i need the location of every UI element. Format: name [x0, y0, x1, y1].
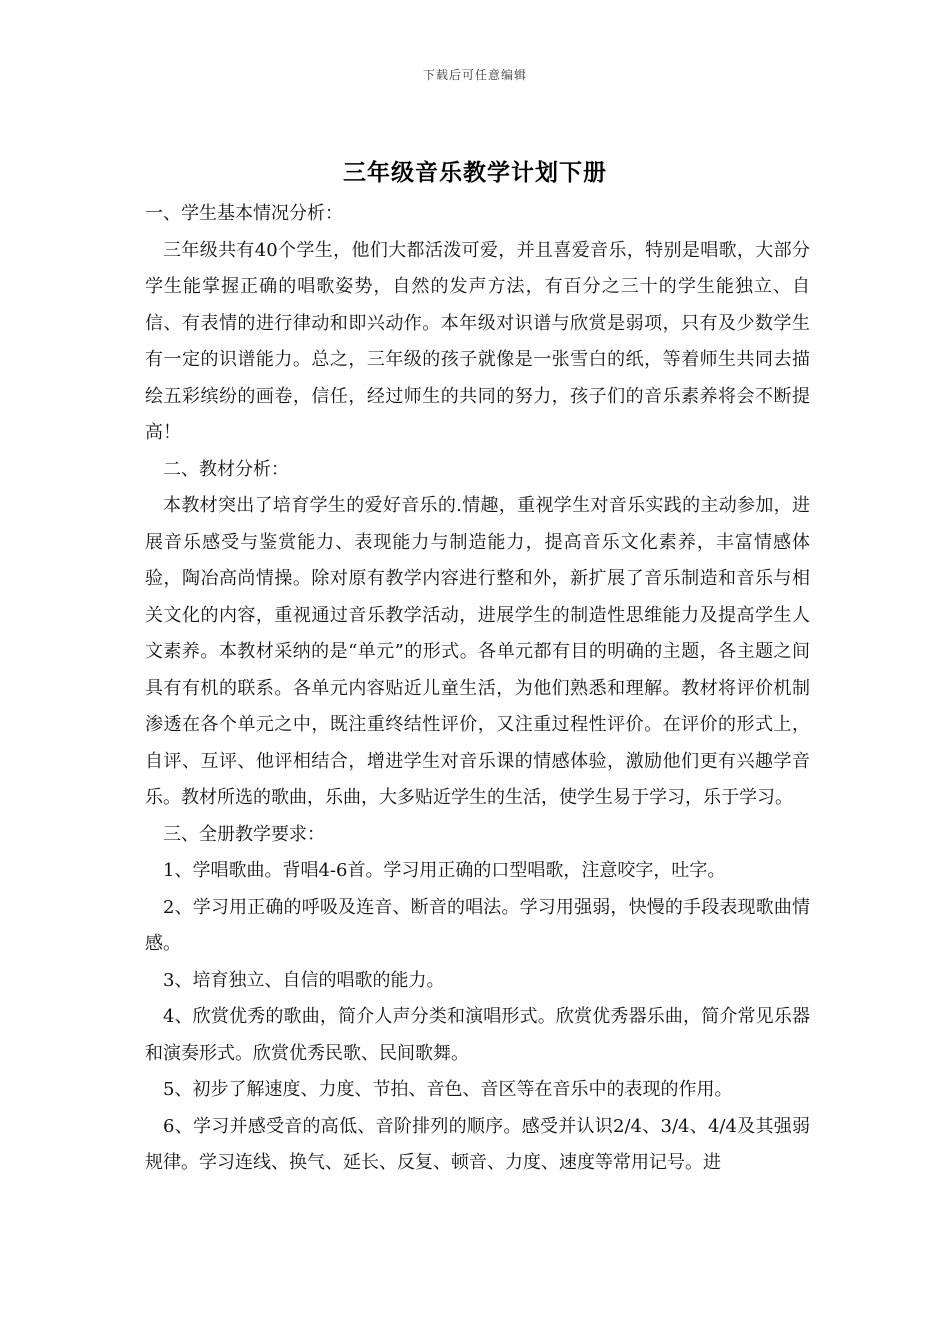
- page-title: 三年级音乐教学计划下册: [343, 159, 607, 186]
- header-note: 下载后可任意编辑: [422, 68, 527, 82]
- requirement-item: 2、学习用正确的呼吸及连音、断音的唱法。学习用强弱，快慢的手段表现歌曲情感。: [145, 896, 810, 954]
- requirement-item: 4、欣赏优秀的歌曲，简介人声分类和演唱形式。欣赏优秀器乐曲，简介常见乐器和演奏形式。欣赏优秀民歌、民间歌舞。: [145, 1006, 810, 1064]
- section-1-heading: 一、学生基本情况分析：: [145, 203, 343, 224]
- requirement-item: 6、学习并感受音的高低、音阶排列的顺序。感受并认识2/4、3/4、4/4及其强弱规律。学习连线、换气、延长、反复、顿音、力度、速度等常用记号。进: [145, 1115, 810, 1173]
- requirement-item: 1、学唱歌曲。背唱4-6首。学习用正确的口型唱歌，注意咬字，吐字。: [163, 860, 726, 881]
- document-body: [145, 196, 810, 1182]
- section-2-paragraph: 本教材突出了培育学生的爱好音乐的.情趣，重视学生对音乐实践的主动参加，进展音乐感受与鉴赏能力、表现能力与制造能力，提高音乐文化素养，丰富情感体验，陶冶高尚情操。除对原有教学内容进行整和外，新扩展了音乐制造和音乐与相关文化的内容，重视通过音乐教学活动，进展学生的制造性思维能力及提高学生人文素养。本教材采纳的是“单元”的形式。各单元都有目的明确的主题，各主题之间具有有机的联系。各单元内容贴近儿童生活，为他们熟悉和理解。教材将评价机制渗透在各个单元之中，既注重终结性评价，又注重过程性评价。在评价的形式上，自评、互评、他评相结合，增进学生对音乐课的情感体验，激励他们更有兴趣学音乐。教材所选的歌曲，乐曲，大多贴近学生的生活，使学生易于学习，乐于学习。: [145, 495, 810, 808]
- section-1-paragraph: 三年级共有40个学生，他们大都活泼可爱，并且喜爱音乐，特别是唱歌，大部分学生能掌握正确的唱歌姿势，自然的发声方法，有百分之三十的学生能独立、自信、有表情的进行律动和即兴动作。本年级对识谱与欣赏是弱项，只有及少数学生有一定的识谱能力。总之，三年级的孩子就像是一张雪白的纸，等着师生共同去描绘五彩缤纷的画卷，信任，经过师生的共同的努力，孩子们的音乐素养将会不断提高！: [145, 239, 810, 443]
- requirement-item: 3、培育独立、自信的唱歌的能力。: [163, 969, 445, 991]
- section-2-heading: 二、教材分析：: [163, 458, 289, 480]
- section-3-heading: 三、全册教学要求：: [163, 823, 325, 845]
- requirement-item: 5、初步了解速度、力度、节拍、音色、音区等在音乐中的表现的作用。: [163, 1079, 733, 1100]
